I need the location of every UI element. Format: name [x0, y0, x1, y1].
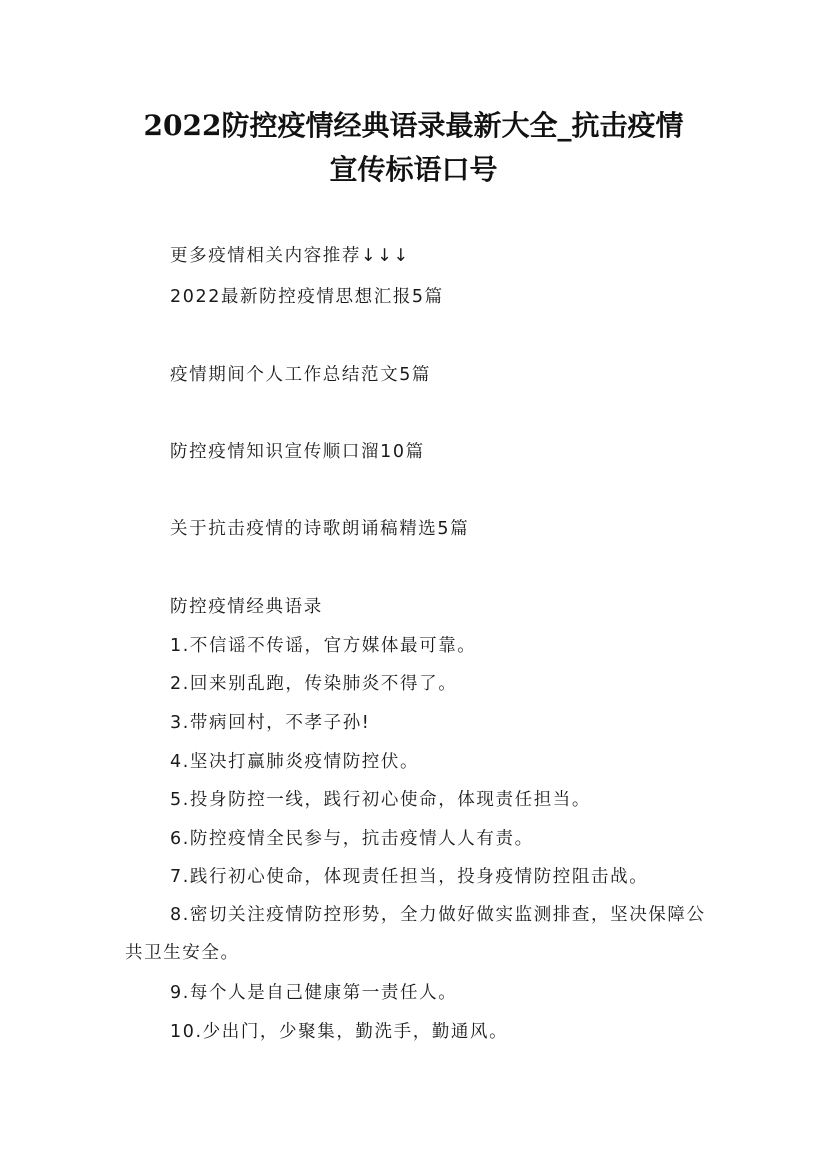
- recommend-link-3[interactable]: 防控疫情知识宣传顺口溜10篇: [170, 442, 425, 462]
- quote-item-1: 1.不信谣不传谣，官方媒体最可靠。: [170, 636, 477, 656]
- quote-item-3: 3.带病回村，不孝子孙!: [170, 713, 371, 733]
- quote-item-6: 6.防控疫情全民参与，抗击疫情人人有责。: [170, 829, 534, 849]
- quote-item-8: 8.密切关注疫情防控形势，全力做好做实监测排查，坚决保障公共卫生安全。: [125, 905, 706, 963]
- quote-item-2: 2.回来别乱跑，传染肺炎不得了。: [170, 674, 458, 694]
- document-title: [100, 104, 727, 192]
- recommend-link-1[interactable]: 2022最新防控疫情思想汇报5篇: [170, 287, 444, 307]
- title-line-2: 宣传标语口号: [329, 153, 498, 186]
- recommend-link-4[interactable]: 关于抗击疫情的诗歌朗诵稿精选5篇: [170, 519, 470, 539]
- quote-item-4: 4.坚决打赢肺炎疫情防控伏。: [170, 752, 420, 772]
- quote-item-7: 7.践行初心使命，体现责任担当，投身疫情防控阻击战。: [170, 867, 649, 887]
- recommend-link-2[interactable]: 疫情期间个人工作总结范文5篇: [170, 365, 432, 385]
- quote-item-10: 10.少出门，少聚集，勤洗手，勤通风。: [170, 1022, 509, 1042]
- quote-item-5: 5.投身防控一线，践行初心使命，体现责任担当。: [170, 790, 591, 810]
- title-line-1: 2022防控疫情经典语录最新大全_抗击疫情: [143, 109, 684, 142]
- recommend-heading: 更多疫情相关内容推荐↓↓↓: [170, 246, 410, 266]
- quotes-heading: 防控疫情经典语录: [170, 597, 323, 617]
- quote-item-9: 9.每个人是自己健康第一责任人。: [170, 983, 458, 1003]
